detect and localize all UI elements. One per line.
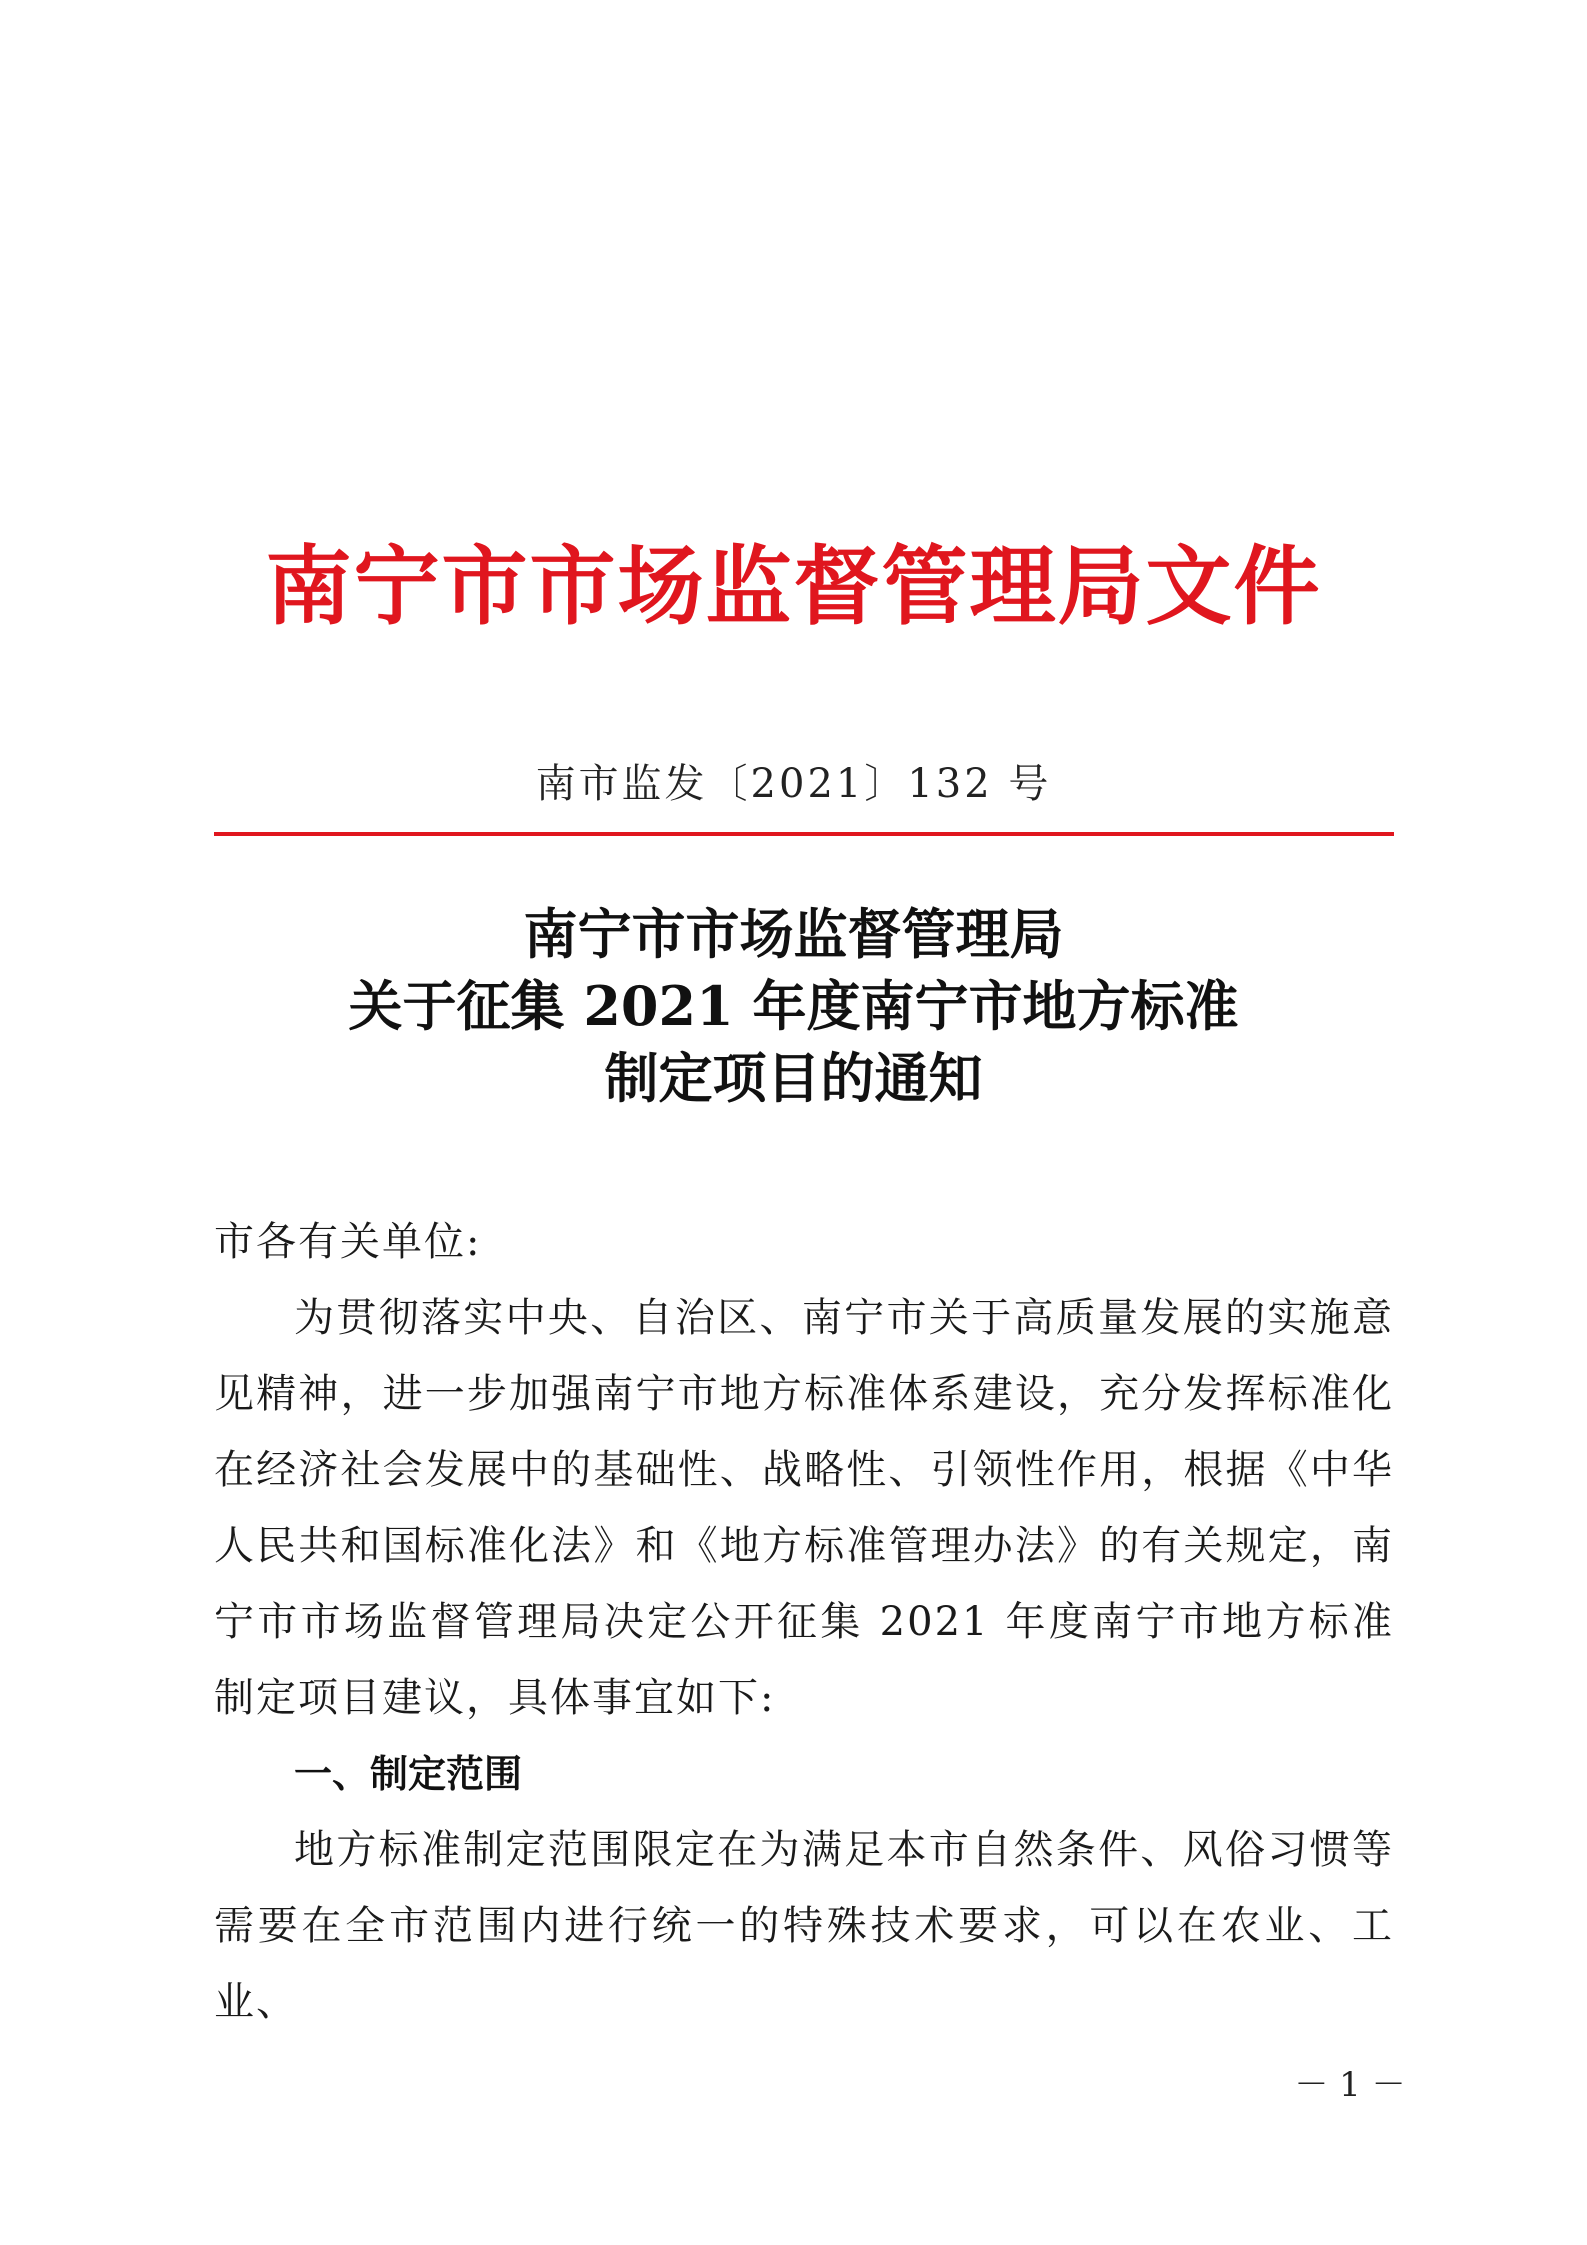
document-number: 南市监发〔2021〕132 号 xyxy=(535,761,1052,807)
notice-title xyxy=(0,898,1587,1114)
agency-header-title: 南宁市市场监督管理局文件 xyxy=(265,536,1322,637)
notice-title-line-1: 南宁市市场监督管理局 xyxy=(523,902,1064,966)
salutation: 市各有关单位: xyxy=(214,1219,482,1265)
body-paragraph-2: 地方标准制定范围限定在为满足本市自然条件、风俗习惯等需要在全市范围内进行统一的特殊技术要求，可以在农业、工业、 xyxy=(214,1827,1394,2025)
section-heading-1: 一、制定范围 xyxy=(294,1752,523,1796)
red-divider-line xyxy=(214,832,1394,836)
notice-title-line-3: 制定项目的通知 xyxy=(604,1046,983,1110)
body-paragraph-1: 为贯彻落实中央、自治区、南宁市关于高质量发展的实施意见精神，进一步加强南宁市地方标准体系建设，充分发挥标准化在经济社会发展中的基础性、战略性、引领性作用，根据《中华人民共和国标准化法》和《地方标准管理办法》的有关规定，南宁市市场监督管理局决定公开征集 2021 年度南宁市地方标准制定项目建议，具体事宜如下: xyxy=(214,1295,1394,1721)
notice-title-line-2: 关于征集 2021 年度南宁市地方标准 xyxy=(348,974,1239,1038)
page-number: － 1 － xyxy=(1294,2065,1406,2105)
